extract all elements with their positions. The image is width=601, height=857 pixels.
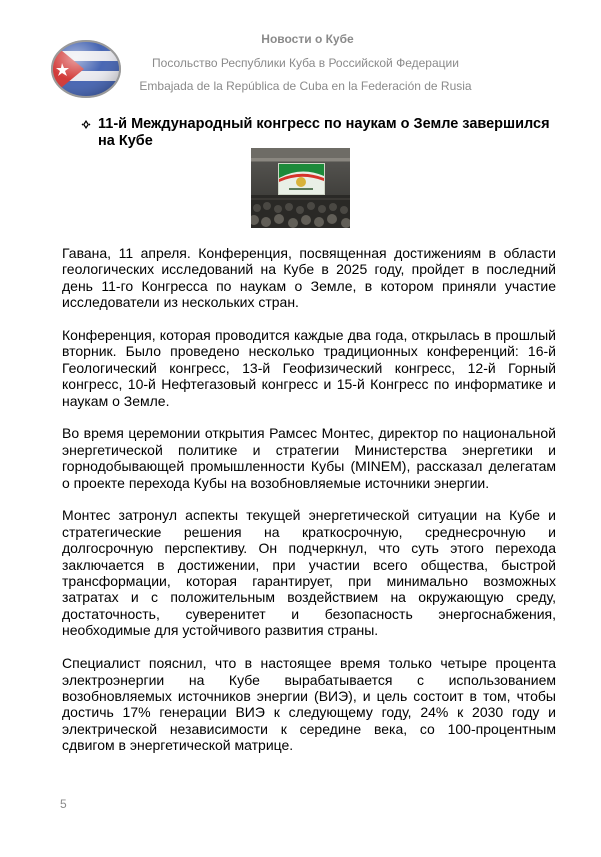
page-number: 5 [60, 797, 67, 811]
page-header [0, 0, 601, 110]
article-title [79, 116, 559, 150]
article-paragraph: Монтес затронул аспекты текущей энергетической ситуации на Кубе и стратегические решения на краткосрочную, среднесрочную и долгосрочную перспективу. Он подчеркнул, что суть этого перехода заключается в достижении, при участии всего общества, быстрой трансформации, которая гарантирует, при минимально возможных затратах и с положительным воздействием на окружающую среду, достаточность, суверенитет и безопасность энергоснабжения, необходимые для устойчивого развития страны. [62, 507, 556, 639]
article-paragraph: Во время церемонии открытия Рамсес Монтес, директор по национальной энергетической политике и стратегии Министерства энергетики и горнодобывающей промышленности Кубы (MINEM), рассказал делегатам о проекте перехода Кубы на возобновляемые источники энергии. [62, 425, 556, 491]
header-embassy-es: Embajada de la República de Cuba en la Federación de Rusia [139, 79, 472, 93]
conference-hall-photo [251, 148, 350, 228]
header-embassy-ru: Посольство Республики Куба в Российской Федерации [152, 56, 459, 70]
article-body [62, 245, 556, 770]
article-paragraph: Специалист пояснил, что в настоящее время только четыре процента электроэнергии на Кубе вырабатывается с использованием возобновляемых источников энергии (ВИЭ), и цель состоит в том, чтобы достичь 17% генерации ВИЭ к следующему году, 24% к 2030 году и электрической независимости к середине века, со 100-процентным сдвигом в энергетической матрице. [62, 655, 556, 754]
article-title-text: 11-й Международный конгресс по наукам о Земле завершился на Кубе [98, 116, 550, 149]
article-paragraph: Гавана, 11 апреля. Конференция, посвященная достижениям в области геологических исследований на Кубе в 2025 году, пройдет в последний день 11-го Конгресса по наукам о Земле, в котором приняли участие исследователи из нескольких стран. [62, 245, 556, 311]
article-paragraph: Конференция, которая проводится каждые два года, открылась в прошлый вторник. Было проведено несколько традиционных конференций: 16-й Геологический конгресс, 13-й Геофизический конгресс, 12-й Горный конгресс, 10-й Нефтегазовый конгресс и 15-й Конгресс по информатике и наукам о Земле. [62, 327, 556, 409]
header-newsletter-title: Новости о Кубе [261, 32, 354, 46]
